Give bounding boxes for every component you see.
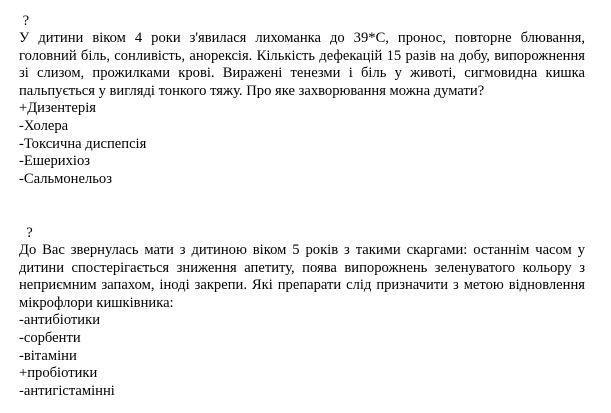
- answer-option: -Холера: [19, 117, 69, 134]
- answer-list: [19, 312, 585, 400]
- answer-list: [19, 100, 585, 188]
- answer-option: -антибіотики: [19, 312, 101, 329]
- question-marker: ?: [19, 225, 33, 241]
- answer-option: -Сальмонельоз: [19, 170, 112, 187]
- question-text: До Вас звернулась мати з дитиною віком 5 років з такими скаргами: останнім часом у дитини спостерігається зниження апетиту, поява випорожнень зеленуватого кольору з неприємним запахом, іноді закрепи. Які препарати слід призначити з метою відновлення мікрофлори кишківника:: [19, 242, 585, 311]
- answer-option: +Дизентерія: [19, 100, 96, 117]
- question-marker: ?: [19, 13, 30, 29]
- answer-option: -сорбенти: [19, 329, 81, 346]
- answer-option: -антигістамінні: [19, 382, 115, 399]
- answer-option: -вітаміни: [19, 347, 77, 364]
- answer-option: -Ешерихіоз: [19, 153, 91, 170]
- question-text: У дитини віком 4 роки з'явилася лихоманка до 39*С, пронос, повторне блювання, головний біль, сонливість, анорексія. Кількість дефекацій 15 разів на добу, випорожнення зі слизом, прожилками крові. Виражені тенезми і біль у животі, сигмовидна кишка пальпується у вигляді тонкого тяжу. Про яке захворювання можна думати?: [19, 30, 585, 99]
- question-2: [19, 225, 585, 400]
- answer-option: +пробіотики: [19, 365, 98, 382]
- question-1: [19, 13, 585, 188]
- answer-option: -Токсична диспепсія: [19, 135, 147, 152]
